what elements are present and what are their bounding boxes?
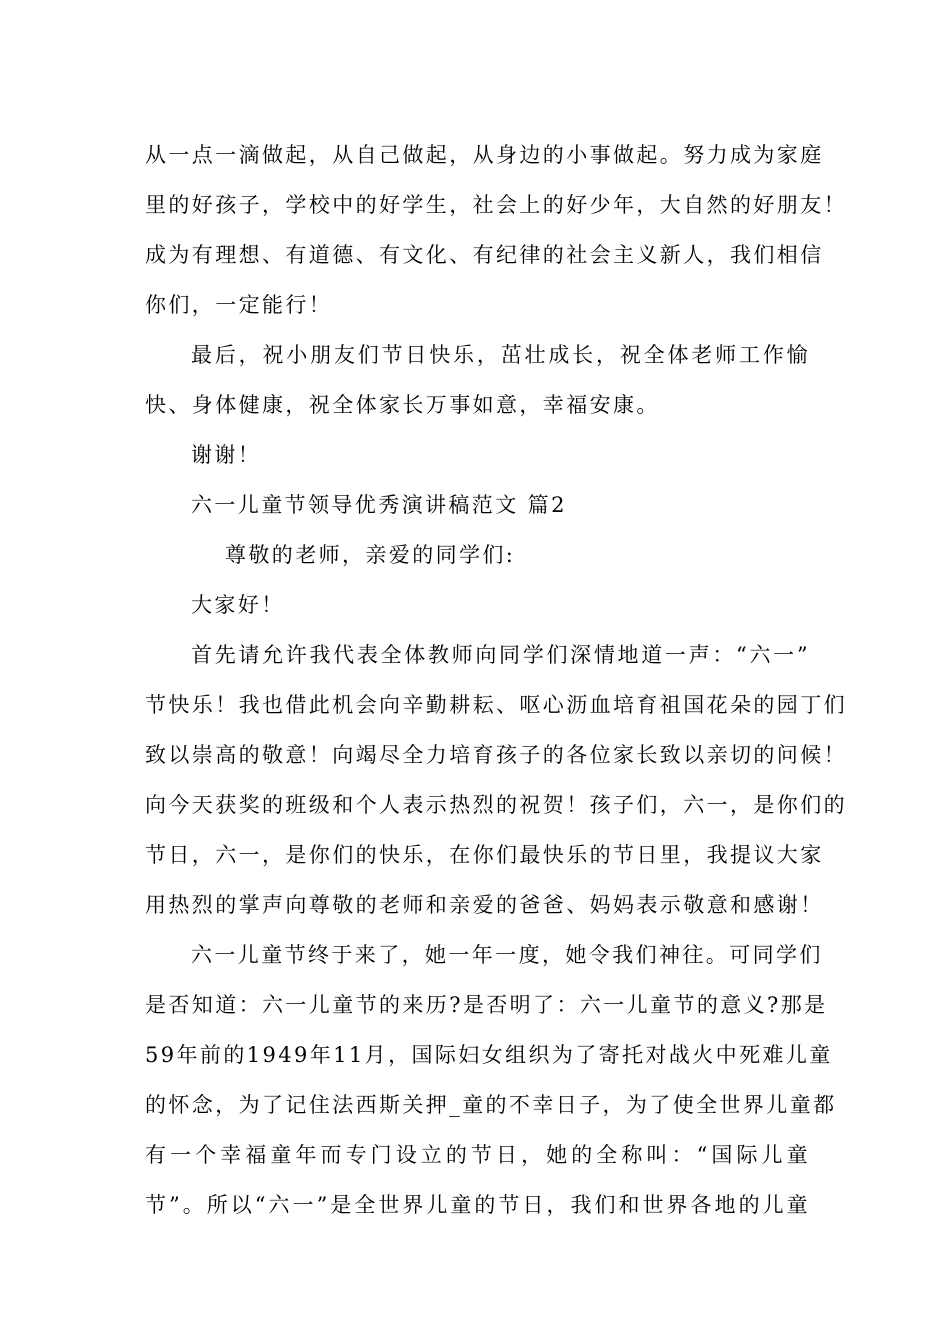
section-heading: 六一儿童节领导优秀演讲稿范文 篇2	[191, 493, 567, 517]
body-text	[145, 130, 847, 1230]
paragraph-line: 六一儿童节终于来了，她一年一度，她令我们神往。可同学们	[191, 943, 823, 967]
paragraph-line: 用热烈的掌声向尊敬的老师和亲爱的爸爸、妈妈表示敬意和感谢！	[145, 893, 824, 917]
paragraph-line: 里的好孩子，学校中的好学生，社会上的好少年，大自然的好朋友！	[145, 193, 847, 217]
paragraph-line: 有一个幸福童年而专门设立的节日，她的全称叫：“国际儿童	[145, 1143, 810, 1167]
paragraph-line: 是否知道：六一儿童节的来历?是否明了：六一儿童节的意义?那是	[145, 993, 828, 1017]
salutation: 尊敬的老师，亲爱的同学们:	[225, 543, 516, 567]
paragraph-line: 最后，祝小朋友们节日快乐，茁壮成长，祝全体老师工作愉	[191, 343, 810, 367]
paragraph-line: 节快乐！我也借此机会向辛勤耕耘、呕心沥血培育祖国花朵的园丁们	[145, 693, 847, 717]
paragraph-line: 你们，一定能行！	[145, 293, 333, 317]
greeting: 大家好！	[191, 593, 285, 617]
paragraph-line: 向今天获奖的班级和个人表示热烈的祝贺！孩子们，六一，是你们的	[145, 793, 847, 817]
paragraph-line: 节”。所以“六一”是全世界儿童的节日，我们和世界各地的儿童	[145, 1193, 810, 1217]
paragraph-line: 快、身体健康，祝全体家长万事如意，幸福安康。	[145, 393, 660, 417]
closing-thanks: 谢谢！	[191, 443, 262, 467]
paragraph-line: 首先请允许我代表全体教师向同学们深情地道一声：“六一”	[191, 643, 810, 667]
paragraph-line: 节日，六一，是你们的快乐，在你们最快乐的节日里，我提议大家	[145, 843, 824, 867]
paragraph-line: 从一点一滴做起，从自己做起，从身边的小事做起。努力成为家庭	[145, 143, 824, 167]
paragraph-line: 致以崇高的敬意！向竭尽全力培育孩子的各位家长致以亲切的问候！	[145, 743, 847, 767]
paragraph-line: 的怀念，为了记住法西斯关押_童的不幸日子，为了使全世界儿童都	[145, 1093, 837, 1117]
paragraph-line: 成为有理想、有道德、有文化、有纪律的社会主义新人，我们相信	[145, 243, 824, 267]
paragraph-line: 59年前的1949年11月，国际妇女组织为了寄托对战火中死难儿童	[145, 1043, 833, 1067]
